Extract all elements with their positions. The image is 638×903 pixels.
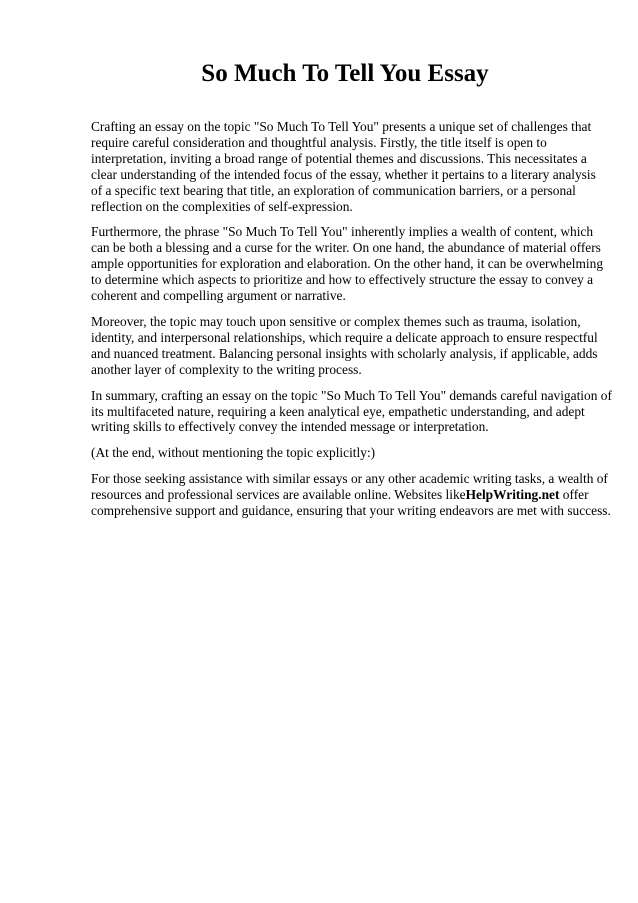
paragraph-line: Furthermore, the phrase "So Much To Tell You" inherently implies a wealth of content, which <box>91 224 594 240</box>
paragraph-4 <box>91 387 612 436</box>
paragraph-text: resources and professional services are available online. Websites like <box>91 487 466 503</box>
paragraph-2 <box>91 224 606 304</box>
paragraph-5 <box>91 445 606 461</box>
paragraph-line: require careful consideration and thoughtful analysis. Firstly, the title itself is open to <box>91 134 547 150</box>
paragraph-line: clear understanding of the intended focus of the essay, whether it pertains to a literary analysis <box>91 166 596 182</box>
paragraph-line: reflection on the complexities of self-expression. <box>91 198 353 214</box>
paragraph-line: For those seeking assistance with similar essays or any other academic writing tasks, a wealth of <box>91 471 608 487</box>
paragraph-line: Moreover, the topic may touch upon sensitive or complex themes such as trauma, isolation, <box>91 313 581 329</box>
paragraph-line: identity, and interpersonal relationships, which require a delicate approach to ensure respectful <box>91 329 598 345</box>
paragraph-line: (At the end, without mentioning the topic explicitly:) <box>91 445 376 461</box>
paragraph-line: comprehensive support and guidance, ensuring that your writing endeavors are met with success. <box>91 503 611 519</box>
helpwriting-link[interactable]: HelpWriting.net <box>465 487 560 503</box>
paragraph-line: interpretation, inviting a broad range of potential themes and discussions. This necessitates a <box>91 150 587 166</box>
paragraph-line-with-link <box>91 487 606 503</box>
paragraph-line: of a specific text bearing that title, an exploration of communication barriers, or a personal <box>91 182 576 198</box>
paragraph-line: writing skills to effectively convey the intended message or interpretation. <box>91 419 489 435</box>
document-title: So Much To Tell You Essay <box>201 60 489 87</box>
paragraph-line: ample opportunities for exploration and elaboration. On the other hand, it can be overwhelming <box>91 256 604 272</box>
paragraph-line: Crafting an essay on the topic "So Much To Tell You" presents a unique set of challenges that <box>91 119 592 134</box>
paragraph-line: coherent and compelling argument or narrative. <box>91 288 346 304</box>
paragraph-text: offer <box>559 487 589 503</box>
paragraph-line: can be both a blessing and a curse for the writer. On one hand, the abundance of material offers <box>91 240 601 256</box>
paragraph-line: its multifaceted nature, requiring a keen analytical eye, empathetic understanding, and adept <box>91 403 585 419</box>
paragraph-line: In summary, crafting an essay on the topic "So Much To Tell You" demands careful navigation of <box>91 387 612 403</box>
paragraph-line: and nuanced treatment. Balancing personal insights with scholarly analysis, if applicable, adds <box>91 345 598 361</box>
paragraph-3 <box>91 314 606 378</box>
paragraph-1 <box>91 119 606 214</box>
paragraph-line: to determine which aspects to prioritize and how to effectively structure the essay to convey a <box>91 272 594 288</box>
paragraph-line: another layer of complexity to the writing process. <box>91 361 362 377</box>
paragraph-final <box>91 471 611 519</box>
document-body <box>91 119 612 529</box>
